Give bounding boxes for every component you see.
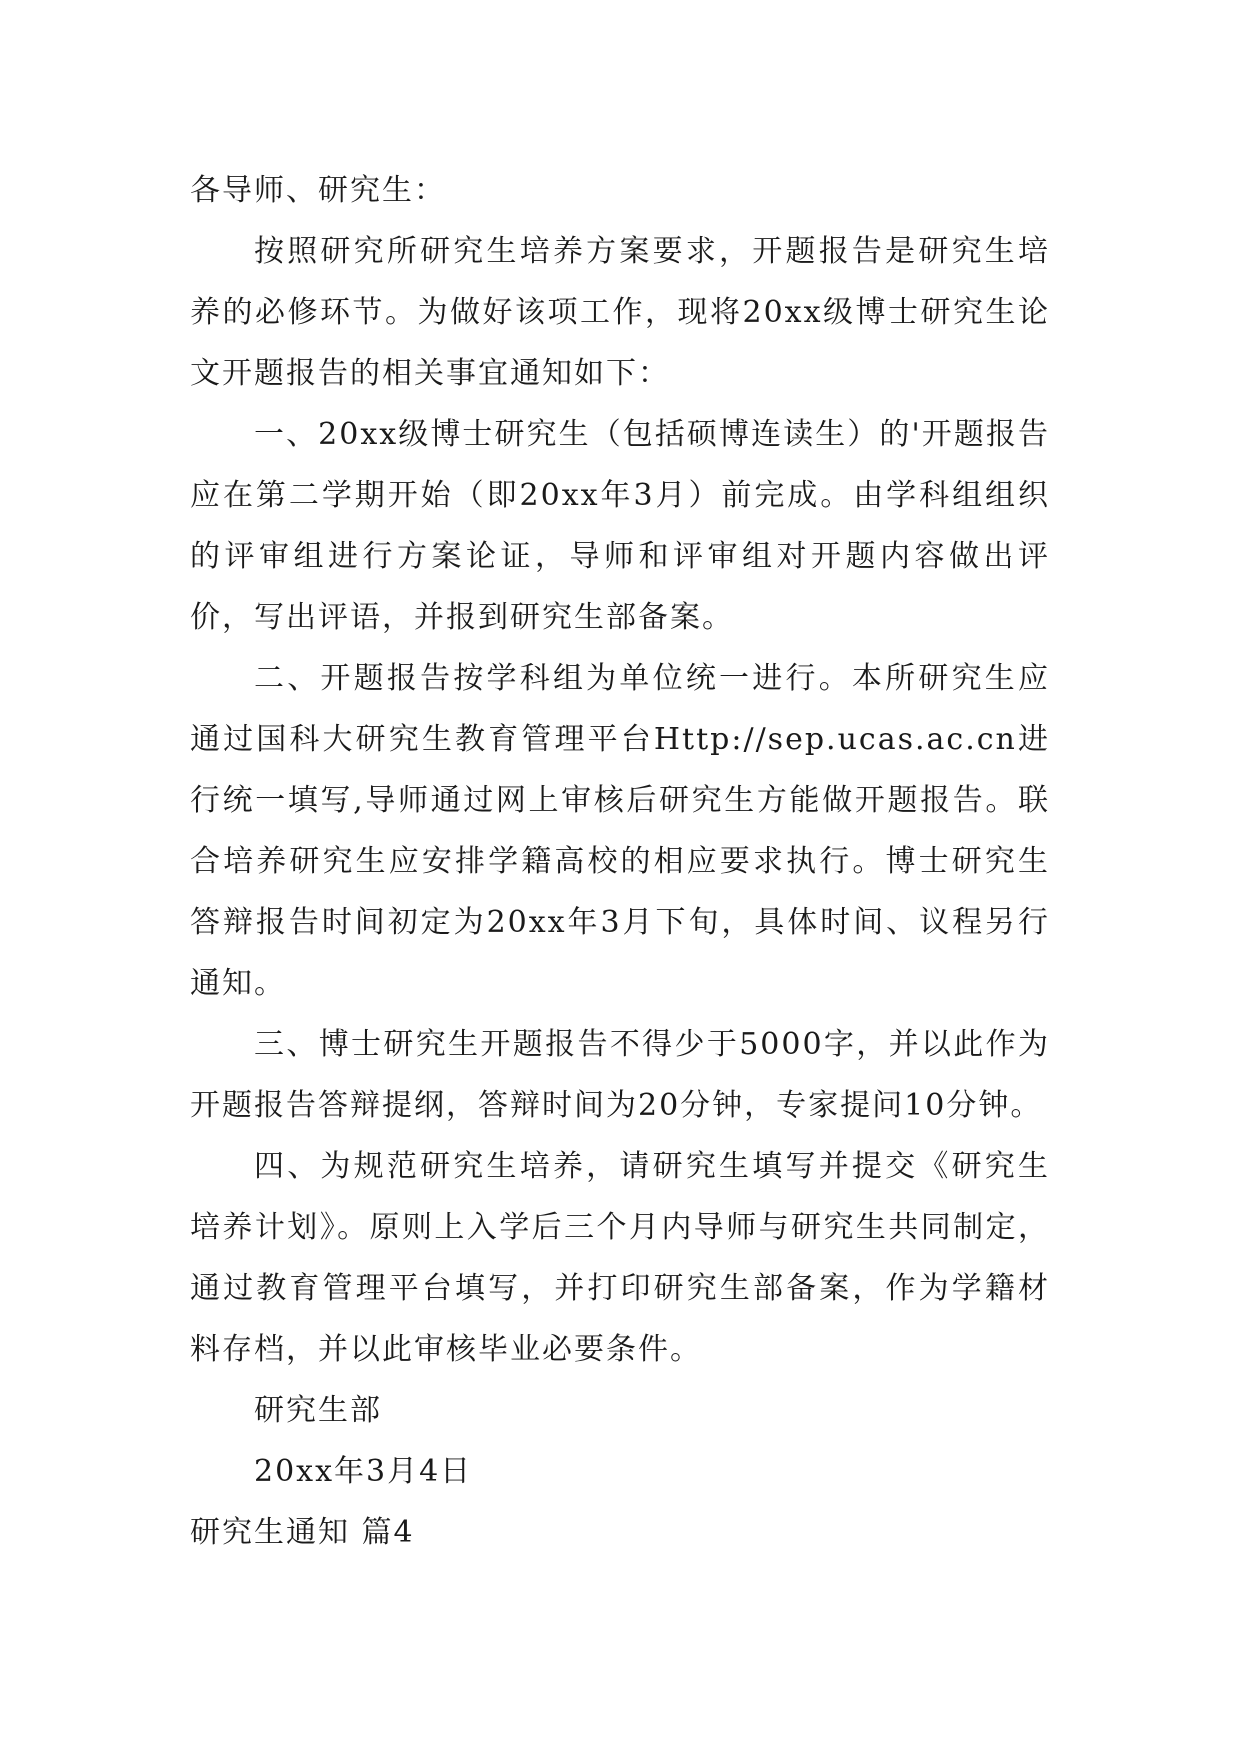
notice-item-4: 四、为规范研究生培养，请研究生填写并提交《研究生培养计划》。原则上入学后三个月内导师与研究生共同制定，通过教育管理平台填写，并打印研究生部备案，作为学籍材料存档，并以此审核毕业必要条件。 — [190, 1149, 1050, 1367]
notice-item-2: 二、开题报告按学科组为单位统一进行。本所研究生应通过国科大研究生教育管理平台Http://sep.ucas.ac.cn进行统一填写,导师通过网上审核后研究生方能做开题报告。联合培养研究生应安排学籍高校的相应要求执行。博士研究生答辩报告时间初定为20xx年3月下旬，具体时间、议程另行通知。 — [190, 661, 1050, 1001]
notice-item-3: 三、博士研究生开题报告不得少于5000字，并以此作为开题报告答辩提纲，答辩时间为20分钟，专家提问10分钟。 — [190, 1027, 1050, 1123]
next-section-heading: 研究生通知 篇4 — [190, 1515, 415, 1550]
greeting: 各导师、研究生： — [190, 173, 446, 208]
intro-paragraph: 按照研究所研究生培养方案要求，开题报告是研究生培养的必修环节。为做好该项工作，现将20xx级博士研究生论文开题报告的相关事宜通知如下： — [190, 234, 1050, 391]
signature: 研究生部 — [254, 1393, 382, 1428]
notice-item-1: 一、20xx级博士研究生（包括硕博连读生）的'开题报告应在第二学期开始（即20xx年3月）前完成。由学科组组织的评审组进行方案论证，导师和评审组对开题内容做出评价，写出评语，并报到研究生部备案。 — [190, 417, 1050, 635]
date: 20xx年3月4日 — [254, 1454, 473, 1489]
document-body — [190, 160, 1050, 1563]
